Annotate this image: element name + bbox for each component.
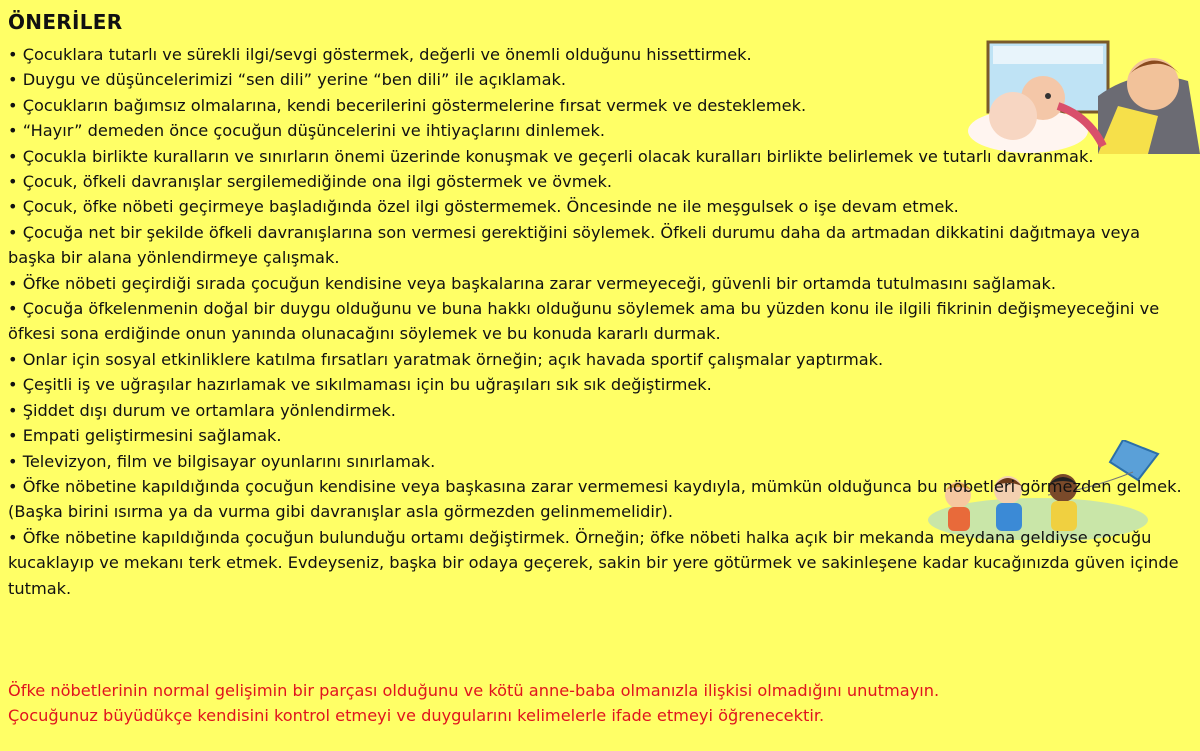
list-item: • Çocuk, öfke nöbeti geçirmeye başladığında özel ilgi göstermemek. Öncesinde ne ile meşgulsek o işe devam etmek. bbox=[8, 197, 959, 217]
list-item: • Televizyon, film ve bilgisayar oyunlarını sınırlamak. bbox=[8, 451, 436, 471]
reminder-note bbox=[8, 678, 1188, 728]
note-line: Öfke nöbetlerinin normal gelişimin bir parçası olduğunu ve kötü anne-baba olmanızla ilişkisi olmadığını unutmayın. bbox=[8, 681, 940, 700]
list-item: • Öfke nöbeti geçirdiği sırada çocuğun kendisine veya başkalarına zarar vermeyeceği, güvenli bir ortamda tutulmasını sağlamak. bbox=[8, 273, 1057, 293]
list-item: • Duygu ve düşüncelerimizi “sen dili” yerine “ben dili” ile açıklamak. bbox=[8, 70, 567, 90]
list-item: • Öfke nöbetine kapıldığında çocuğun kendisine veya başkasına zarar vermemesi kaydıyla, mümkün olduğunca bu nöbetleri görmezden gelmek. (Başka birini ısırma ya da vurma gibi davranışlar asla görmezden gelinmemelidir). bbox=[8, 476, 1182, 522]
list-item: • Çocuğa net bir şekilde öfkeli davranışlarına son vermesi gerektiğini söylemek. Öfkeli durumu daha da artmadan dikkatini dağıtmaya veya başka bir alana yönlendirmeye çalışmak. bbox=[8, 222, 1140, 268]
list-item: • Çeşitli iş ve uğraşılar hazırlamak ve sıkılmaması için bu uğraşıları sık sık değiştirmek. bbox=[8, 375, 712, 395]
list-item: • Çocukla birlikte kuralların ve sınırların önemi üzerinde konuşmak ve geçerli olacak kuralları birlikte belirlemek ve tutarlı davranmak. bbox=[8, 146, 1094, 166]
list-item: • Çocuk, öfkeli davranışlar sergilemediğinde ona ilgi göstermek ve övmek. bbox=[8, 172, 612, 192]
page-title: ÖNERİLER bbox=[8, 10, 123, 34]
list-item: • Çocuklara tutarlı ve sürekli ilgi/sevgi göstermek, değerli ve önemli olduğunu hissettirmek. bbox=[8, 45, 752, 64]
list-item: • Şiddet dışı durum ve ortamlara yönlendirmek. bbox=[8, 400, 396, 420]
list-item: • Onlar için sosyal etkinliklere katılma fırsatları yaratmak örneğin; açık havada sportif çalışmalar yaptırmak. bbox=[8, 349, 884, 369]
note-line: Çocuğunuz büyüdükçe kendisini kontrol etmeyi ve duygularını kelimelerle ifade etmeyi öğrenecektir. bbox=[8, 706, 825, 725]
suggestion-list bbox=[8, 42, 1188, 601]
list-item: • Öfke nöbetine kapıldığında çocuğun bulunduğu ortamı değiştirmek. Örneğin; öfke nöbeti halka açık bir mekanda meydana geldiyse çocuğu kucaklayıp ve mekanı terk etmek. Evdeyseniz, başka bir odaya geçerek, sakin bir yere götürmek ve sakinleşene kadar kucağınızda güven içinde tutmak. bbox=[8, 527, 1179, 598]
list-item: • Çocukların bağımsız olmalarına, kendi becerilerini göstermelerine fırsat vermek ve desteklemek. bbox=[8, 95, 807, 115]
list-item: • Çocuğa öfkelenmenin doğal bir duygu olduğunu ve buna hakkı olduğunu söylemek ama bu yüzden konu ile ilgili fikrinin değişmeyeceğini ve öfkesi sona erdiğinde onun yanında olunacağını söylemek ve bu konuda kararlı durmak. bbox=[8, 299, 1160, 344]
list-item: • “Hayır” demeden önce çocuğun düşüncelerini ve ihtiyaçlarını dinlemek. bbox=[8, 121, 606, 141]
list-item: • Empati geliştirmesini sağlamak. bbox=[8, 426, 282, 446]
